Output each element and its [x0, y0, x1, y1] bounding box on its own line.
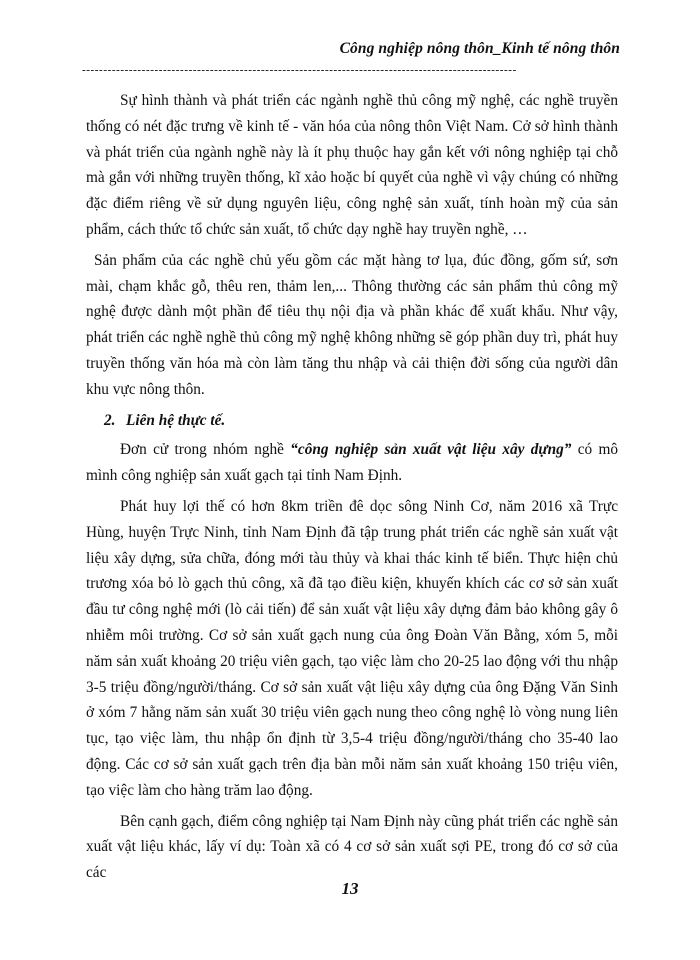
- paragraph-example-intro: [86, 437, 618, 489]
- section-title: Liên hệ thực tế.: [126, 411, 226, 429]
- paragraph-crafts-formation: Sự hình thành và phát triển các ngành nghề thủ công mỹ nghệ, các nghề truyền thống có nét đặc trưng về kinh tế - văn hóa của nông thôn Việt Nam. Cở sở hình thành và phát triển của ngành nghề này là ít phụ thuộc hay gắn kết với nông nghiệp tại chỗ mà gắn với những truyền thống, kĩ xảo hoặc bí quyết của nghề vì vậy chúng có những đặc điểm riêng về sử dụng nguyên liệu, công nghệ sản xuất, tính hoàn mỹ của sản phẩm, cách thức tổ chức sản xuất, tổ chức dạy nghề hay truyền nghề, …: [86, 92, 618, 238]
- example-intro-text: Đơn cử trong nhóm nghề: [120, 441, 291, 459]
- running-header-title: Công nghiệp nông thôn_Kinh tế nông thôn: [339, 40, 620, 57]
- page-number: 13: [341, 879, 359, 898]
- document-body: [86, 88, 618, 891]
- example-industry-group: “công nghiệp sản xuất vật liệu xây dựng”: [290, 441, 572, 459]
- paragraph-truc-hung-brick: Phát huy lợi thế có hơn 8km triền đê dọc sông Ninh Cơ, năm 2016 xã Trực Hùng, huyện Trực Ninh, tỉnh Nam Định đã tập trung phát triển các nghề sản xuất vật liệu xây dựng, sửa chữa, đóng mới tàu thủy và khai thác kinh tế biển. Thực hiện chủ trương xóa bỏ lò gạch thủ công, xã đã tạo điều kiện, khuyến khích các cơ sở sản xuất đầu tư công nghệ mới (lò cải tiến) để sản xuất vật liệu xây dựng đảm bảo không gây ô nhiễm môi trường. Cơ sở sản xuất gạch nung của ông Đoàn Văn Bằng, xóm 5, mỗi năm sản xuất khoảng 20 triệu viên gạch, tạo việc làm cho 20-25 lao động với thu nhập 3-5 triệu đồng/người/tháng. Cơ sở sản xuất vật liệu xây dựng của ông Đặng Văn Sinh ở xóm 7 hằng năm sản xuất 30 triệu viên gạch nung theo công nghệ lò vòng nung liên tục, tạo việc làm, thu nhập ổn định từ 3,5-4 triệu đồng/người/tháng cho 35-40 lao động. Các cơ sở sản xuất gạch trên địa bàn mỗi năm sản xuất khoảng 150 triệu viên, tạo việc làm cho hàng trăm lao động.: [86, 497, 618, 799]
- section-heading: [104, 408, 618, 434]
- header-dashed-rule: ------------------------------------------------------------------------------------------------------: [82, 64, 517, 76]
- example-intro-rest: có mô mình công nghiệp sản xuất gạch tại tỉnh Nam Định.: [86, 441, 618, 485]
- paragraph-crafts-products: Sản phẩm của các nghề chủ yếu gồm các mặt hàng tơ lụa, đúc đồng, gốm sứ, sơn mài, chạm khắc gỗ, thêu ren, thảm len,... Thông thường các sản phẩm thủ công mỹ nghệ được dành một phần để tiêu thụ nội địa và phần khác để xuất khẩu. Như vậy, phát triển các nghề nghề thủ công mỹ nghệ không những sẽ góp phần duy trì, phát huy truyền thống văn hóa mà còn làm tăng thu nhập và cải thiện đời sống của người dân khu vực nông thôn.: [86, 251, 618, 398]
- paragraph-other-materials: Bên cạnh gạch, điểm công nghiệp tại Nam Định này cũng phát triển các nghề sản xuất vật liệu khác, lấy ví dụ: Toàn xã có 4 cơ sở sản xuất sợi PE, trong đó cơ sở của các: [86, 812, 618, 882]
- section-number: 2.: [104, 411, 116, 429]
